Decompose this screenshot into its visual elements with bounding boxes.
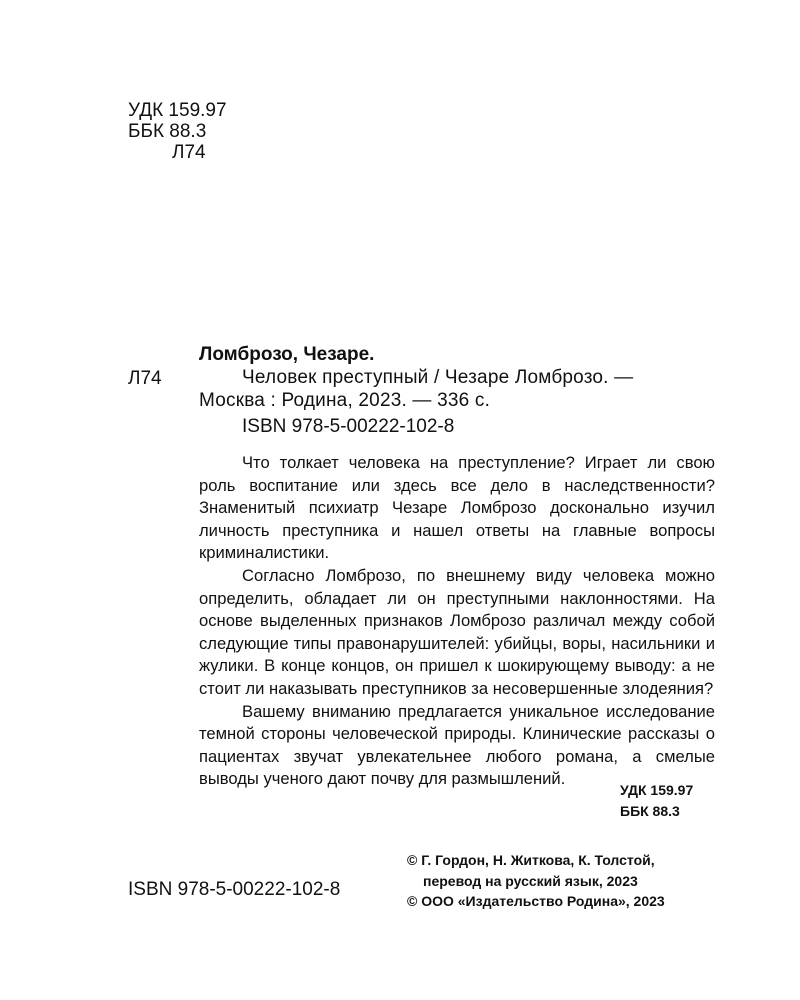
copyright-block bbox=[407, 850, 665, 912]
udk-code-bottom: УДК 159.97 bbox=[620, 782, 694, 798]
annotation-paragraph: Что толкает человека на преступление? Играет ли свою роль воспитание или здесь все дело в наследственности? Знаменитый психиатр Чезаре Ломброзо досконально изучил личность преступника и нашел ответы на главные вопросы криминалистики. bbox=[199, 453, 715, 563]
annotation bbox=[199, 452, 715, 791]
copyright-publisher: © ООО «Издательство Родина», 2023 bbox=[407, 893, 665, 909]
classification-codes-bottom bbox=[620, 780, 693, 822]
author-heading: Ломброзо, Чезаре. bbox=[199, 344, 375, 365]
bbk-code: ББК 88.3 bbox=[128, 121, 207, 142]
copyright-translators: © Г. Гордон, Н. Житкова, К. Толстой, bbox=[407, 852, 655, 868]
isbn-bottom: ISBN 978-5-00222-102-8 bbox=[128, 879, 341, 900]
author-mark-top: Л74 bbox=[172, 142, 206, 163]
title-line: Человек преступный / Чезаре Ломброзо. — bbox=[242, 367, 634, 388]
copyright-translation: перевод на русский язык, 2023 bbox=[423, 872, 638, 889]
annotation-paragraph: Вашему вниманию предлагается уникальное исследование темной стороны человеческой природы. Клинические рассказы о пациентах звучат увлекательнее любого романа, а смелые выводы ученого дают почву для размышлений. bbox=[199, 701, 715, 789]
isbn-inline: ISBN 978-5-00222-102-8 bbox=[242, 416, 455, 437]
bibliographic-description bbox=[199, 366, 717, 412]
author-mark: Л74 bbox=[128, 368, 162, 389]
classification-codes-top bbox=[128, 100, 227, 163]
bbk-code-bottom: ББК 88.3 bbox=[620, 803, 680, 819]
annotation-paragraph: Согласно Ломброзо, по внешнему виду человека можно определить, обладает ли он преступными наклонностями. На основе выделенных признаков Ломброзо различал между собой следующие типы правонарушителей: убийцы, воры, насильники и жулики. В конце концов, он пришел к шокирующему выводу: а не стоит ли наказывать преступников за несовершенные злодеяния? bbox=[199, 565, 715, 698]
imprint-line: Москва : Родина, 2023. — 336 с. bbox=[199, 390, 491, 411]
udk-code: УДК 159.97 bbox=[128, 100, 227, 121]
